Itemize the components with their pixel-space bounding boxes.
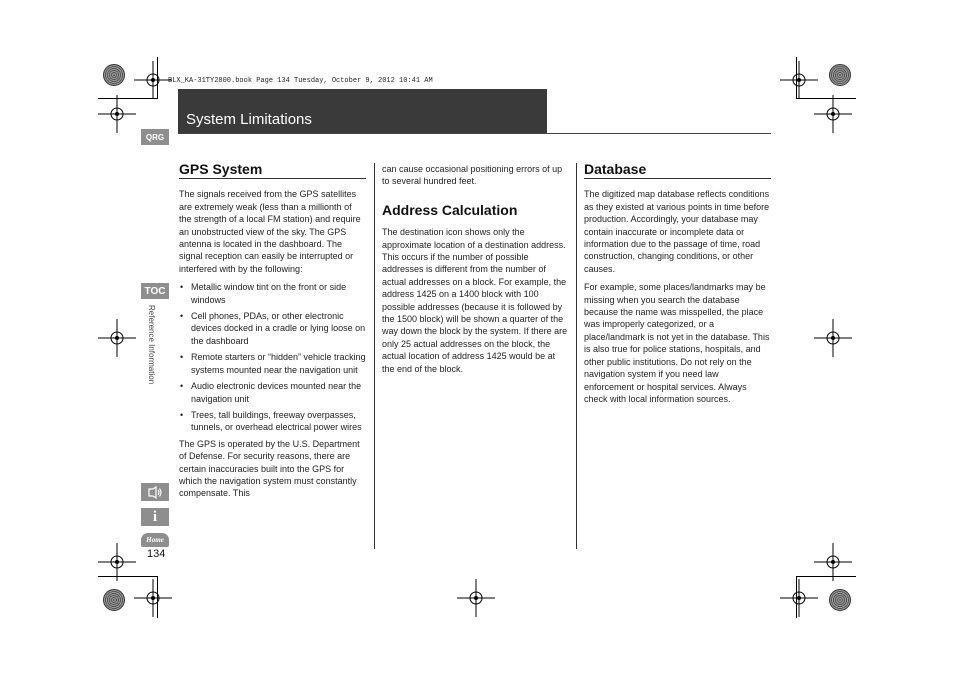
info-icon: i <box>152 508 158 525</box>
registration-crosshair-icon <box>457 579 495 617</box>
address-heading: Address Calculation <box>382 201 518 218</box>
registration-crosshair-icon <box>814 95 852 133</box>
registration-crosshair-icon <box>814 543 852 581</box>
info-button[interactable] <box>141 508 169 526</box>
gps-heading: GPS System <box>179 163 366 179</box>
registration-crosshair-icon <box>780 579 818 617</box>
gps-continuation: can cause occasional positioning errors of up to several hundred feet. <box>382 164 563 187</box>
page-title: System Limitations <box>186 111 312 128</box>
toc-button[interactable]: TOC <box>141 283 169 299</box>
print-header: BLX_KA-31TY2800.book Page 134 Tuesday, October 9, 2012 10:41 AM <box>168 77 433 85</box>
database-paragraph-2: For example, some places/landmarks may be missing when you search the database because the name was misspelled, the place was improperly categorized, or a place/landmark is not yet in the database. This is also true for police stations, hospitals, and other public institutions. Do not rely on the navigation system if you need law enforcement or hospital services. Always check with local information sources. <box>584 282 770 404</box>
list-item: • Cell phones, PDAs, or other electronic devices docked in a cradle or lying loose on the dashboard <box>179 310 366 347</box>
page-number: 134 <box>147 548 166 560</box>
registration-disc-icon <box>829 589 851 611</box>
banner-divider <box>178 133 771 134</box>
address-body: The destination icon shows only the approximate location of a destination address. This occurs if the number of possible addresses is different from the number of actual addresses on a block. For example, the address 1425 on a 1400 block with 100 possible addresses (because it is followed by the 1500 block) will be shown a quarter of the way down the block by the system. If there are only 25 actual addresses on the block, the actual location of address 1425 would be at the end of the block. <box>382 227 568 374</box>
list-item: • Remote starters or “hidden” vehicle tracking systems mounted near the navigation unit <box>179 351 366 376</box>
list-item: • Audio electronic devices mounted near the navigation unit <box>179 380 366 405</box>
list-item: • Metallic window tint on the front or side windows <box>179 281 366 306</box>
database-heading: Database <box>584 163 771 179</box>
column-divider <box>576 163 577 549</box>
column-divider <box>374 163 375 549</box>
voice-command-button[interactable] <box>141 483 169 501</box>
registration-crosshair-icon <box>98 319 136 357</box>
gps-outro: The GPS is operated by the U.S. Department of Defense. For security reasons, there are certain inaccuracies built into the GPS for which the navigation system must constantly compensate. This <box>179 438 360 499</box>
qrg-button[interactable]: QRG <box>141 129 169 145</box>
section-side-label: Reference Information <box>147 305 156 385</box>
database-section <box>584 163 771 411</box>
list-item: • Trees, tall buildings, freeway overpasses, tunnels, or overhead electrical power wires <box>179 409 366 434</box>
registration-disc-icon <box>829 64 851 86</box>
registration-crosshair-icon <box>780 61 818 99</box>
section-banner <box>178 89 547 133</box>
registration-disc-icon <box>103 589 125 611</box>
gps-section <box>179 163 366 506</box>
registration-crosshair-icon <box>134 579 172 617</box>
registration-crosshair-icon <box>98 95 136 133</box>
registration-crosshair-icon <box>134 61 172 99</box>
address-section <box>382 163 568 381</box>
registration-disc-icon <box>103 64 125 86</box>
voice-command-icon <box>147 486 163 499</box>
home-button[interactable]: Home <box>141 533 169 547</box>
registration-crosshair-icon <box>814 319 852 357</box>
gps-intro: The signals received from the GPS satellites are extremely weak (less than a millionth of the strength of a local FM station) and require an unobstructed view of the sky. The GPS antenna is located in the dashboard. The signal reception can easily be interrupted or interfered with by the following: <box>179 189 361 274</box>
registration-crosshair-icon <box>98 543 136 581</box>
database-paragraph-1: The digitized map database reflects conditions as they existed at various points in time before production. Accordingly, your database may contain inaccurate or incomplete data or information due to the passage of time, road construction, changing conditions, or other causes. <box>584 189 770 274</box>
interference-list <box>179 281 366 433</box>
